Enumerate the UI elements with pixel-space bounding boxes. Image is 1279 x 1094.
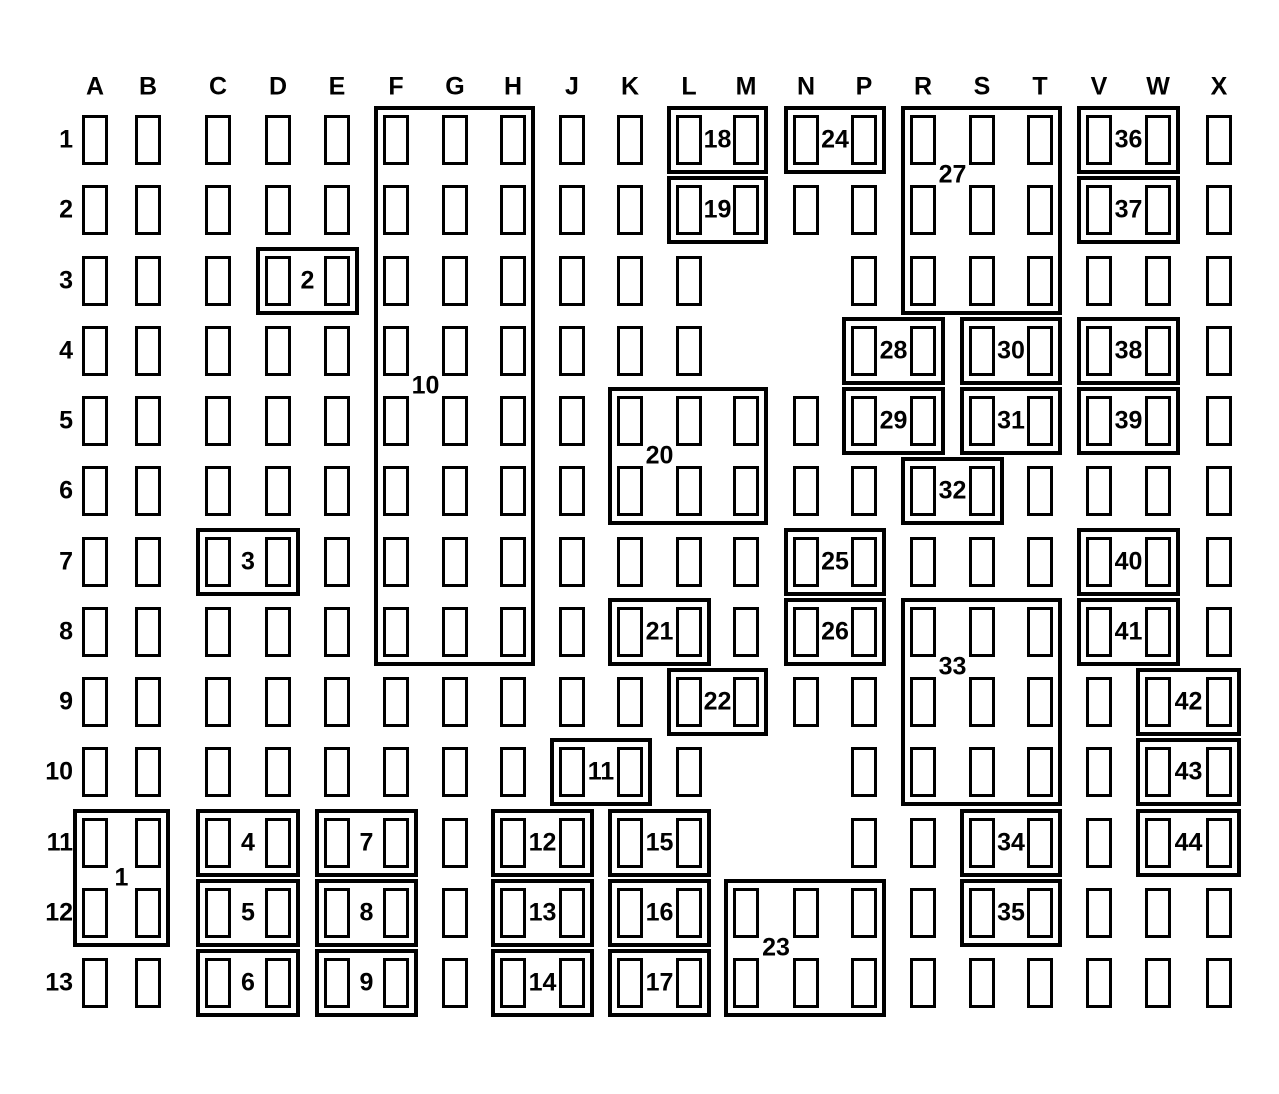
row-header-8: 8	[59, 617, 73, 646]
cell-A10	[82, 747, 108, 797]
row-header-3: 3	[59, 266, 73, 294]
group-label-24: 24	[821, 125, 849, 154]
row-header-10: 10	[45, 757, 73, 786]
group-label-32: 32	[938, 476, 967, 505]
group-label-3: 3	[241, 547, 255, 575]
group-label-21: 21	[645, 617, 674, 646]
cell-E9	[324, 677, 350, 727]
cell-D9	[265, 677, 291, 727]
cell-E7	[324, 537, 350, 587]
cell-C8	[205, 607, 231, 657]
row-header-6: 6	[59, 476, 73, 505]
group-label-42: 42	[1174, 687, 1203, 716]
cell-J2	[559, 185, 585, 235]
cell-X4	[1206, 326, 1232, 376]
group-label-11: 11	[587, 757, 615, 786]
cell-W13	[1145, 958, 1171, 1008]
cell-T7	[1027, 537, 1053, 587]
cell-C4	[205, 326, 231, 376]
cell-W12	[1145, 888, 1171, 938]
cell-R7	[910, 537, 936, 587]
cell-E5	[324, 396, 350, 446]
cell-N6	[793, 466, 819, 516]
cell-W6	[1145, 466, 1171, 516]
cell-K1	[617, 115, 643, 165]
cell-K3	[617, 256, 643, 306]
cell-P2	[851, 185, 877, 235]
cell-T6	[1027, 466, 1053, 516]
group-box-27	[901, 106, 1062, 315]
cell-B9	[135, 677, 161, 727]
cell-D1	[265, 115, 291, 165]
cell-A9	[82, 677, 108, 727]
group-label-41: 41	[1114, 617, 1143, 646]
cell-V3	[1086, 256, 1112, 306]
column-header-X: X	[1210, 72, 1228, 101]
cell-C10	[205, 747, 231, 797]
group-label-2: 2	[300, 266, 315, 294]
cell-X6	[1206, 466, 1232, 516]
cell-R11	[910, 818, 936, 868]
group-label-34: 34	[997, 828, 1025, 856]
cell-B6	[135, 466, 161, 516]
group-label-29: 29	[879, 406, 908, 435]
cell-R12	[910, 888, 936, 938]
cell-X5	[1206, 396, 1232, 446]
column-header-B: B	[138, 72, 158, 101]
cell-B13	[135, 958, 161, 1008]
cell-E10	[324, 747, 350, 797]
cell-J3	[559, 256, 585, 306]
group-label-37: 37	[1114, 195, 1143, 224]
group-label-1: 1	[114, 863, 129, 892]
cell-K4	[617, 326, 643, 376]
group-label-5: 5	[241, 898, 255, 927]
cell-B10	[135, 747, 161, 797]
column-header-H: H	[503, 72, 523, 101]
group-box-20	[608, 387, 768, 525]
group-label-35: 35	[997, 898, 1025, 927]
group-label-36: 36	[1114, 125, 1143, 154]
column-header-A: A	[85, 72, 105, 101]
cell-L10	[676, 747, 702, 797]
group-label-28: 28	[879, 336, 908, 365]
group-label-12: 12	[528, 828, 557, 856]
cell-E8	[324, 607, 350, 657]
group-box-33	[901, 598, 1062, 807]
column-header-J: J	[565, 72, 579, 101]
group-label-38: 38	[1114, 336, 1143, 365]
group-label-19: 19	[703, 195, 732, 224]
row-header-5: 5	[59, 406, 73, 435]
column-header-C: C	[208, 72, 228, 101]
group-label-43: 43	[1174, 757, 1203, 786]
group-label-9: 9	[359, 968, 374, 997]
cell-C2	[205, 185, 231, 235]
cell-S13	[969, 958, 995, 1008]
cell-F10	[383, 747, 409, 797]
column-header-G: G	[445, 72, 465, 101]
group-box-23	[724, 879, 886, 1017]
cell-A13	[82, 958, 108, 1008]
cell-B7	[135, 537, 161, 587]
column-header-F: F	[388, 72, 404, 101]
cell-H10	[500, 747, 526, 797]
group-label-33: 33	[938, 652, 967, 681]
group-label-22: 22	[703, 687, 732, 716]
cell-A2	[82, 185, 108, 235]
cell-J1	[559, 115, 585, 165]
cell-J8	[559, 607, 585, 657]
cell-C5	[205, 396, 231, 446]
group-label-26: 26	[821, 617, 849, 646]
cell-X2	[1206, 185, 1232, 235]
cell-C6	[205, 466, 231, 516]
column-header-P: P	[855, 72, 873, 101]
group-label-27: 27	[938, 160, 967, 189]
cell-C1	[205, 115, 231, 165]
cell-X12	[1206, 888, 1232, 938]
group-label-16: 16	[645, 898, 674, 927]
cell-N9	[793, 677, 819, 727]
cell-P6	[851, 466, 877, 516]
cell-S7	[969, 537, 995, 587]
cell-J4	[559, 326, 585, 376]
group-label-7: 7	[359, 828, 374, 856]
cell-B3	[135, 256, 161, 306]
group-label-14: 14	[528, 968, 557, 997]
column-header-N: N	[796, 72, 816, 101]
row-header-4: 4	[59, 336, 73, 365]
cell-T13	[1027, 958, 1053, 1008]
cell-J5	[559, 396, 585, 446]
cell-C9	[205, 677, 231, 727]
column-header-V: V	[1090, 72, 1108, 101]
cell-E6	[324, 466, 350, 516]
cell-W3	[1145, 256, 1171, 306]
cell-R13	[910, 958, 936, 1008]
cell-A5	[82, 396, 108, 446]
cell-B8	[135, 607, 161, 657]
group-label-13: 13	[528, 898, 557, 927]
cell-X7	[1206, 537, 1232, 587]
cell-D2	[265, 185, 291, 235]
cell-K2	[617, 185, 643, 235]
cell-P11	[851, 818, 877, 868]
cell-M7	[733, 537, 759, 587]
row-header-2: 2	[59, 195, 73, 224]
column-header-M: M	[735, 72, 757, 101]
column-header-W: W	[1146, 72, 1170, 101]
cell-B1	[135, 115, 161, 165]
cell-E1	[324, 115, 350, 165]
cell-A8	[82, 607, 108, 657]
group-label-31: 31	[997, 406, 1025, 435]
cell-G10	[442, 747, 468, 797]
cell-P10	[851, 747, 877, 797]
cell-B5	[135, 396, 161, 446]
cell-X13	[1206, 958, 1232, 1008]
cell-D10	[265, 747, 291, 797]
cell-D5	[265, 396, 291, 446]
cell-G9	[442, 677, 468, 727]
cell-X8	[1206, 607, 1232, 657]
cell-A3	[82, 256, 108, 306]
group-label-30: 30	[997, 336, 1025, 365]
cell-D4	[265, 326, 291, 376]
cell-V10	[1086, 747, 1112, 797]
group-label-18: 18	[703, 125, 732, 154]
cell-K7	[617, 537, 643, 587]
cell-N2	[793, 185, 819, 235]
group-label-20: 20	[645, 441, 674, 470]
cell-B2	[135, 185, 161, 235]
cell-F9	[383, 677, 409, 727]
column-header-L: L	[681, 72, 697, 101]
row-header-12: 12	[45, 898, 73, 927]
cell-J9	[559, 677, 585, 727]
cell-V11	[1086, 818, 1112, 868]
row-header-1: 1	[59, 125, 73, 154]
cell-G13	[442, 958, 468, 1008]
cell-P9	[851, 677, 877, 727]
group-label-10: 10	[411, 371, 440, 400]
cell-A4	[82, 326, 108, 376]
group-label-39: 39	[1114, 406, 1143, 435]
column-header-D: D	[268, 72, 288, 101]
row-header-9: 9	[59, 687, 73, 716]
cell-V12	[1086, 888, 1112, 938]
cell-X3	[1206, 256, 1232, 306]
cell-J6	[559, 466, 585, 516]
cell-J7	[559, 537, 585, 587]
cell-A6	[82, 466, 108, 516]
cell-B4	[135, 326, 161, 376]
group-label-23: 23	[762, 933, 790, 962]
column-header-R: R	[913, 72, 933, 101]
column-header-S: S	[973, 72, 991, 101]
column-header-E: E	[328, 72, 346, 101]
group-label-44: 44	[1174, 828, 1203, 856]
cell-G12	[442, 888, 468, 938]
cell-E2	[324, 185, 350, 235]
group-box-10	[374, 106, 535, 666]
column-header-K: K	[620, 72, 640, 101]
row-header-11: 11	[46, 828, 73, 856]
cell-L4	[676, 326, 702, 376]
cell-V13	[1086, 958, 1112, 1008]
column-header-T: T	[1032, 72, 1048, 101]
cell-C3	[205, 256, 231, 306]
cell-A1	[82, 115, 108, 165]
cell-E4	[324, 326, 350, 376]
cell-H9	[500, 677, 526, 727]
cell-N5	[793, 396, 819, 446]
cell-M8	[733, 607, 759, 657]
group-label-4: 4	[241, 828, 255, 856]
group-label-17: 17	[645, 968, 674, 997]
row-header-13: 13	[45, 968, 73, 997]
cell-D6	[265, 466, 291, 516]
row-header-7: 7	[59, 547, 73, 575]
group-label-40: 40	[1114, 547, 1143, 575]
cell-V9	[1086, 677, 1112, 727]
cell-K9	[617, 677, 643, 727]
group-label-15: 15	[645, 828, 674, 856]
cell-L3	[676, 256, 702, 306]
group-label-6: 6	[241, 968, 255, 997]
cell-V6	[1086, 466, 1112, 516]
cell-G11	[442, 818, 468, 868]
cell-D8	[265, 607, 291, 657]
cell-L7	[676, 537, 702, 587]
group-label-25: 25	[821, 547, 849, 575]
cell-X1	[1206, 115, 1232, 165]
cell-A7	[82, 537, 108, 587]
cell-P3	[851, 256, 877, 306]
group-label-8: 8	[359, 898, 374, 927]
